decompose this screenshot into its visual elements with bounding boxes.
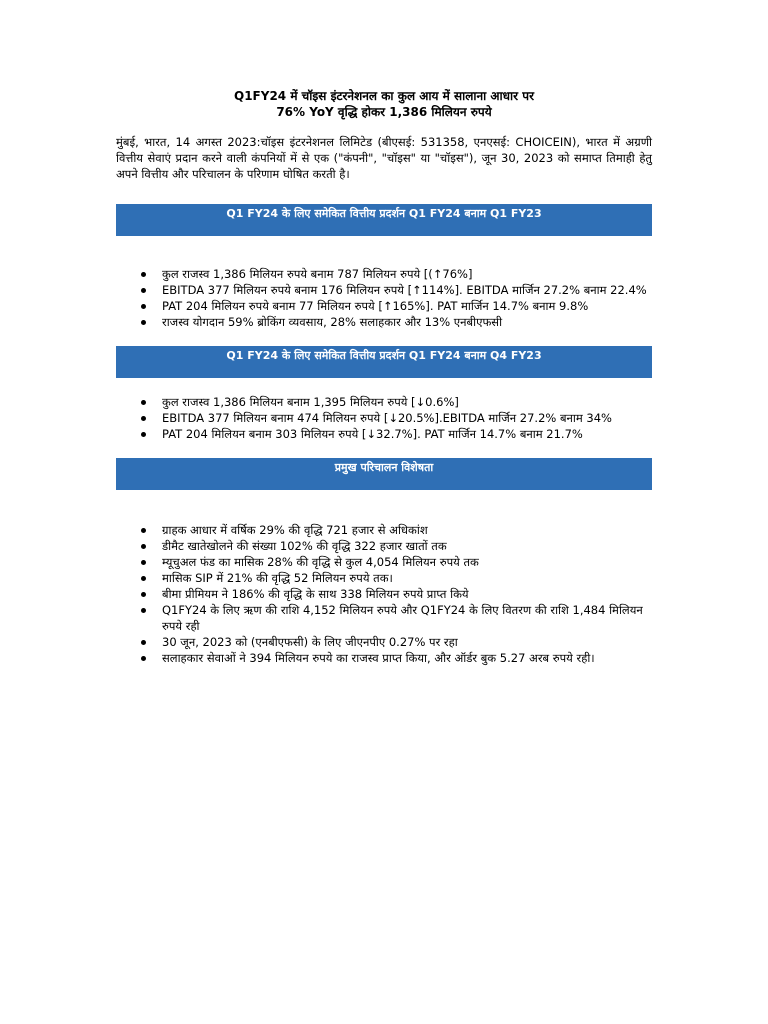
title-line-1: Q1FY24 में चॉइस इंटरनेशनल का कुल आय में सालाना आधार पर — [234, 89, 534, 103]
section-heading-operational-highlights: प्रमुख परिचालन विशेषता — [116, 458, 652, 490]
section-heading-q1-vs-q1: Q1 FY24 के लिए समेकित वित्तीय प्रदर्शन Q1 FY24 बनाम Q1 FY23 — [116, 204, 652, 236]
list-operational-highlights — [116, 522, 652, 666]
list-q1-vs-q4 — [116, 394, 652, 442]
list-item: Q1FY24 के लिए ऋण की राशि 4,152 मिलियन रुपये और Q1FY24 के लिए वितरण की राशि 1,484 मिलियन रुपये रही — [162, 602, 652, 634]
list-item: 30 जून, 2023 को (एनबीएफसी) के लिए जीएनपीए 0.27% पर रहा — [162, 634, 652, 650]
list-q1-vs-q1 — [116, 266, 652, 330]
list-item: PAT 204 मिलियन बनाम 303 मिलियन रुपये [↓32.7%]. PAT मार्जिन 14.7% बनाम 21.7% — [162, 426, 652, 442]
list-item: ग्राहक आधार में वर्षिक 29% की वृद्धि 721 हजार से अधिकांश — [162, 522, 652, 538]
list-item: EBITDA 377 मिलियन रुपये बनाम 176 मिलियन रुपये [↑114%]. EBITDA मार्जिन 27.2% बनाम 22.4% — [162, 282, 652, 298]
list-item: सलाहकार सेवाओं ने 394 मिलियन रुपये का राजस्व प्राप्त किया, और ऑर्डर बुक 5.27 अरब रुपये रही। — [162, 650, 652, 666]
title-line-2: 76% YoY वृद्धि होकर 1,386 मिलियन रुपये — [276, 105, 492, 119]
list-item: म्यूचुअल फंड का मासिक 28% की वृद्धि से कुल 4,054 मिलियन रुपये तक — [162, 554, 652, 570]
list-item: कुल राजस्व 1,386 मिलियन रुपये बनाम 787 मिलियन रुपये [(↑76%] — [162, 266, 652, 282]
intro-paragraph: मुंबई, भारत, 14 अगस्त 2023:चॉइस इंटरनेशनल लिमिटेड (बीएसई: 531358, एनएसई: CHOICEIN), भारत में अग्रणी वित्तीय सेवाएं प्रदान करने वाली कंपनियों में से एक ("कंपनी", "चॉइस" या "चॉइस"), जून 30, 2023 को समाप्त तिमाही हेतु अपने वित्तीय और परिचालन के परिणाम घोषित करती है। — [116, 135, 652, 181]
document-title — [124, 88, 644, 120]
list-item: राजस्व योगदान 59% ब्रोकिंग व्यवसाय, 28% सलाहकार और 13% एनबीएफसी — [162, 314, 652, 330]
list-item: मासिक SIP में 21% की वृद्धि 52 मिलियन रुपये तक। — [162, 570, 652, 586]
section-heading-q1-vs-q4: Q1 FY24 के लिए समेकित वित्तीय प्रदर्शन Q1 FY24 बनाम Q4 FY23 — [116, 346, 652, 378]
document-page — [116, 88, 652, 666]
list-item: डीमैट खातेखोलने की संख्या 102% की वृद्धि 322 हजार खातों तक — [162, 538, 652, 554]
list-item: कुल राजस्व 1,386 मिलियन बनाम 1,395 मिलियन रुपये [↓0.6%] — [162, 394, 652, 410]
list-item: EBITDA 377 मिलियन बनाम 474 मिलियन रुपये [↓20.5%].EBITDA मार्जिन 27.2% बनाम 34% — [162, 410, 652, 426]
list-item: बीमा प्रीमियम ने 186% की वृद्धि के साथ 338 मिलियन रुपये प्राप्त किये — [162, 586, 652, 602]
list-item: PAT 204 मिलियन रुपये बनाम 77 मिलियन रुपये [↑165%]. PAT मार्जिन 14.7% बनाम 9.8% — [162, 298, 652, 314]
